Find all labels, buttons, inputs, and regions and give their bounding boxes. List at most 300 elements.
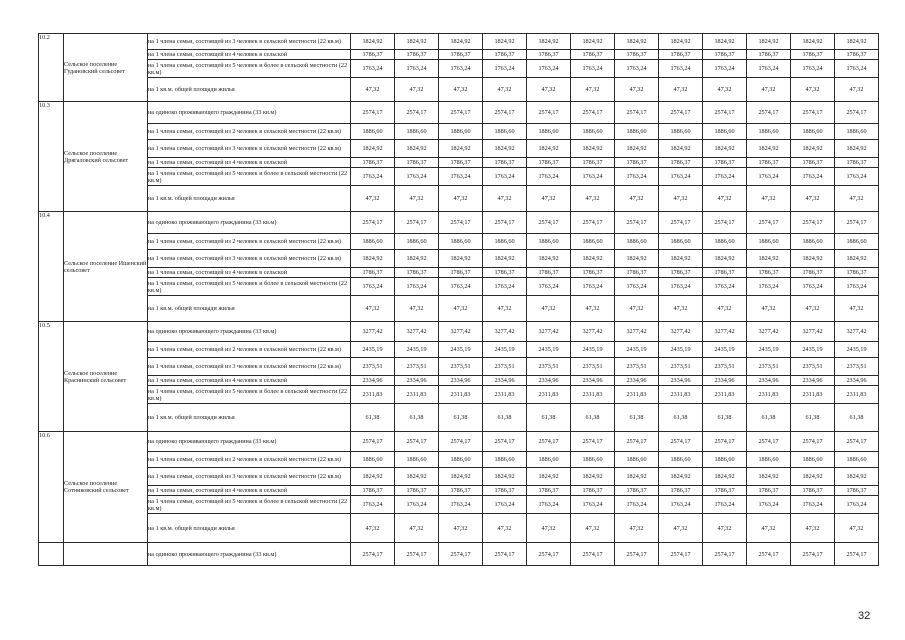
value-cell: 47,32 [439,296,483,322]
value-cell: 61,38 [747,404,791,432]
value-cell: 1786,37 [351,158,395,168]
value-cell: 1786,37 [703,50,747,60]
table-row [39,386,879,404]
value-cell: 2373,51 [351,358,395,376]
value-cell: 47,32 [747,514,791,543]
value-cell: 1763,24 [483,278,527,296]
value-cell: 1786,37 [571,268,615,278]
value-cell: 1763,24 [791,496,835,514]
value-cell: 47,32 [659,78,703,102]
value-cell: 1786,37 [439,268,483,278]
value-cell: 1763,24 [791,60,835,78]
value-cell: 1786,37 [615,486,659,496]
value-cell: 2373,51 [791,358,835,376]
value-cell: 1763,24 [571,168,615,186]
value-cell: 1786,37 [747,50,791,60]
value-cell: 1886,60 [395,452,439,468]
value-cell: 3277,42 [351,322,395,342]
value-cell: 47,32 [659,296,703,322]
value-cell: 3277,42 [703,322,747,342]
row-description: на 1 члена семьи, состоящей из 5 человек и более в сельской местности (22 кв.м) [148,496,351,514]
value-cell: 47,32 [483,78,527,102]
value-cell: 1824,92 [395,468,439,486]
value-cell: 2311,83 [439,386,483,404]
value-cell: 1763,24 [747,168,791,186]
table-row [39,543,879,566]
value-cell: 2373,51 [835,358,879,376]
value-cell: 2574,17 [351,212,395,234]
value-cell: 2311,83 [395,386,439,404]
value-cell: 47,32 [791,78,835,102]
value-cell: 1763,24 [747,496,791,514]
value-cell: 47,32 [351,296,395,322]
value-cell: 61,38 [703,404,747,432]
value-cell: 2574,17 [571,212,615,234]
value-cell: 1886,60 [835,234,879,250]
value-cell: 1886,60 [615,452,659,468]
value-cell: 1824,92 [703,34,747,50]
row-description: на 1 члена семьи, состоящей из 5 человек и более в сельской местности (22 кв.м) [148,60,351,78]
value-cell: 61,38 [835,404,879,432]
value-cell: 47,32 [659,186,703,212]
value-cell: 1786,37 [395,50,439,60]
value-cell: 2334,96 [791,376,835,386]
value-cell: 1824,92 [351,140,395,158]
value-cell: 2574,17 [483,432,527,452]
value-cell: 2373,51 [659,358,703,376]
value-cell: 1886,60 [483,124,527,140]
table-row [39,496,879,514]
value-cell: 2311,83 [835,386,879,404]
value-cell: 1886,60 [571,234,615,250]
value-cell: 2435,19 [351,342,395,358]
value-cell: 1763,24 [351,60,395,78]
value-cell: 2574,17 [571,432,615,452]
value-cell: 1824,92 [835,140,879,158]
value-cell: 47,32 [791,514,835,543]
value-cell: 1763,24 [395,168,439,186]
value-cell: 1886,60 [835,452,879,468]
value-cell: 1763,24 [615,278,659,296]
table-row [39,50,879,60]
value-cell: 1786,37 [791,50,835,60]
value-cell: 1886,60 [703,234,747,250]
value-cell: 1886,60 [351,452,395,468]
value-cell: 1886,60 [527,234,571,250]
value-cell: 1763,24 [439,60,483,78]
value-cell: 1824,92 [439,250,483,268]
value-cell: 3277,42 [659,322,703,342]
table-row [39,296,879,322]
table-row [39,212,879,234]
value-cell: 47,32 [351,186,395,212]
value-cell: 47,32 [395,186,439,212]
value-cell: 47,32 [439,514,483,543]
value-cell: 1786,37 [527,50,571,60]
value-cell: 47,32 [835,78,879,102]
value-cell: 2311,83 [483,386,527,404]
table-row [39,452,879,468]
value-cell: 2373,51 [527,358,571,376]
value-cell: 1786,37 [615,50,659,60]
value-cell: 2435,19 [439,342,483,358]
group-number: 10.3 [39,102,64,212]
value-cell: 47,32 [615,296,659,322]
value-cell: 2373,51 [747,358,791,376]
value-cell: 1824,92 [835,250,879,268]
value-cell: 1886,60 [659,234,703,250]
value-cell: 1763,24 [439,168,483,186]
row-description: на 1 кв.м. общей площади жилья [148,186,351,212]
value-cell: 1763,24 [747,278,791,296]
table-row [39,468,879,486]
value-cell: 1763,24 [835,278,879,296]
value-cell: 2373,51 [395,358,439,376]
value-cell: 1763,24 [659,168,703,186]
value-cell: 1824,92 [747,468,791,486]
value-cell: 47,32 [527,296,571,322]
value-cell: 2574,17 [791,432,835,452]
value-cell: 2373,51 [571,358,615,376]
value-cell: 47,32 [571,78,615,102]
table-row [39,124,879,140]
value-cell: 1763,24 [703,278,747,296]
value-cell: 1824,92 [659,34,703,50]
value-cell: 1824,92 [395,34,439,50]
value-cell: 1824,92 [615,34,659,50]
value-cell: 1786,37 [483,50,527,60]
value-cell: 2574,17 [351,543,395,566]
value-cell: 1824,92 [571,140,615,158]
value-cell: 47,32 [747,186,791,212]
value-cell: 47,32 [439,78,483,102]
settlement-name: Сельское поселение Ишенский сельсовет [64,212,148,322]
row-description: на 1 члена семьи, состоящей из 2 человек в сельской местности (22 кв.м) [148,124,351,140]
value-cell: 2574,17 [395,102,439,124]
value-cell: 1763,24 [571,278,615,296]
value-cell: 2373,51 [483,358,527,376]
value-cell: 1763,24 [571,496,615,514]
settlement-name: Сельское поселение Гудановский сельсовет [64,34,148,102]
value-cell: 61,38 [395,404,439,432]
row-description: на одиноко проживающего гражданина (33 кв.м) [148,102,351,124]
value-cell: 1886,60 [439,234,483,250]
value-cell: 1824,92 [351,34,395,50]
value-cell: 1824,92 [483,140,527,158]
value-cell: 47,32 [791,186,835,212]
value-cell: 1886,60 [791,452,835,468]
table-row [39,432,879,452]
value-cell: 2574,17 [351,102,395,124]
value-cell: 1824,92 [395,140,439,158]
value-cell: 1763,24 [615,60,659,78]
value-cell: 1763,24 [395,60,439,78]
value-cell: 3277,42 [395,322,439,342]
value-cell: 1886,60 [571,452,615,468]
table-row [39,34,879,50]
value-cell: 1763,24 [439,496,483,514]
value-cell: 1824,92 [395,250,439,268]
value-cell: 1786,37 [703,486,747,496]
value-cell: 2435,19 [791,342,835,358]
value-cell: 2574,17 [395,543,439,566]
value-cell: 1786,37 [615,268,659,278]
value-cell: 47,32 [395,296,439,322]
value-cell: 2574,17 [747,432,791,452]
value-cell: 1886,60 [615,124,659,140]
value-cell: 2435,19 [835,342,879,358]
value-cell: 1786,37 [483,268,527,278]
value-cell: 2574,17 [351,432,395,452]
value-cell: 2311,83 [571,386,615,404]
value-cell: 1786,37 [703,158,747,168]
value-cell: 1886,60 [395,124,439,140]
value-cell: 1886,60 [439,452,483,468]
value-cell: 2574,17 [703,543,747,566]
value-cell: 2334,96 [527,376,571,386]
value-cell: 1786,37 [571,50,615,60]
value-cell: 2574,17 [439,102,483,124]
value-cell: 1886,60 [571,124,615,140]
value-cell: 1763,24 [659,496,703,514]
value-cell: 1763,24 [615,496,659,514]
row-description: на 1 члена семьи, состоящей из 5 человек и более в сельской местности (22 кв.м) [148,386,351,404]
value-cell: 3277,42 [791,322,835,342]
value-cell: 2334,96 [483,376,527,386]
table-row [39,322,879,342]
value-cell: 61,38 [571,404,615,432]
value-cell: 1763,24 [483,496,527,514]
value-cell: 2574,17 [703,102,747,124]
value-cell: 1824,92 [439,34,483,50]
value-cell: 1786,37 [395,268,439,278]
table-row [39,60,879,78]
value-cell: 1763,24 [703,60,747,78]
row-description: на 1 кв.м. общей площади жилья [148,514,351,543]
value-cell: 61,38 [659,404,703,432]
value-cell: 1886,60 [483,452,527,468]
value-cell: 61,38 [439,404,483,432]
value-cell: 3277,42 [483,322,527,342]
value-cell: 1824,92 [747,250,791,268]
settlement-name: Сельское поселение Сотниковский сельсовет [64,432,148,543]
value-cell: 1763,24 [439,278,483,296]
value-cell: 2574,17 [615,102,659,124]
value-cell: 1824,92 [703,250,747,268]
value-cell: 1886,60 [791,124,835,140]
value-cell: 1763,24 [703,168,747,186]
value-cell: 1786,37 [351,486,395,496]
value-cell: 1786,37 [527,158,571,168]
value-cell: 47,32 [571,514,615,543]
value-cell: 1763,24 [747,60,791,78]
table-row [39,404,879,432]
value-cell: 1824,92 [527,34,571,50]
row-description: на одиноко проживающего гражданина (33 кв.м) [148,432,351,452]
value-cell: 1786,37 [659,50,703,60]
row-description: на 1 члена семьи, состоящей из 3 человек в сельской местности (22 кв.м) [148,250,351,268]
value-cell: 1786,37 [791,158,835,168]
row-description: на 1 члена семьи, состоящей из 5 человек и более в сельской местности (22 кв.м) [148,168,351,186]
value-cell: 1824,92 [527,250,571,268]
value-cell: 3277,42 [527,322,571,342]
value-cell: 47,32 [439,186,483,212]
value-cell: 2574,17 [703,212,747,234]
group-number: 10.4 [39,212,64,322]
value-cell: 2574,17 [483,212,527,234]
row-description: на 1 кв.м. общей площади жилья [148,78,351,102]
value-cell: 1786,37 [835,50,879,60]
value-cell: 1824,92 [747,140,791,158]
value-cell: 1786,37 [835,158,879,168]
value-cell: 2574,17 [835,432,879,452]
value-cell: 2574,17 [791,212,835,234]
value-cell: 1786,37 [747,486,791,496]
value-cell: 1763,24 [791,278,835,296]
value-cell: 2574,17 [483,543,527,566]
value-cell: 47,32 [395,78,439,102]
value-cell: 47,32 [703,296,747,322]
row-description: на 1 члена семьи, состоящей из 4 человек в сельской [148,268,351,278]
value-cell: 2334,96 [659,376,703,386]
value-cell: 2373,51 [615,358,659,376]
table-row [39,358,879,376]
table-row [39,186,879,212]
value-cell: 2311,83 [747,386,791,404]
value-cell: 1786,37 [351,50,395,60]
value-cell: 47,32 [483,296,527,322]
value-cell: 47,32 [835,296,879,322]
value-cell: 2311,83 [659,386,703,404]
value-cell: 1824,92 [615,250,659,268]
value-cell: 1786,37 [571,486,615,496]
value-cell: 1786,37 [483,486,527,496]
value-cell: 2334,96 [615,376,659,386]
value-cell: 2574,17 [791,102,835,124]
value-cell: 1886,60 [747,124,791,140]
value-cell: 1763,24 [659,278,703,296]
value-cell: 2574,17 [483,102,527,124]
value-cell: 1763,24 [527,496,571,514]
value-cell: 2574,17 [527,432,571,452]
value-cell: 1824,92 [439,140,483,158]
value-cell: 1786,37 [659,158,703,168]
value-cell: 2334,96 [747,376,791,386]
value-cell: 2373,51 [703,358,747,376]
value-cell: 2574,17 [659,102,703,124]
value-cell: 1824,92 [483,34,527,50]
table-row [39,278,879,296]
value-cell: 1824,92 [747,34,791,50]
value-cell: 47,32 [703,186,747,212]
settlement-name: Сельское поселение Дрягаловский сельсовет [64,102,148,212]
value-cell: 47,32 [835,186,879,212]
value-cell: 1824,92 [615,468,659,486]
value-cell: 1763,24 [835,60,879,78]
value-cell: 2435,19 [747,342,791,358]
value-cell: 2574,17 [703,432,747,452]
value-cell: 1824,92 [483,250,527,268]
row-description: на 1 члена семьи, состоящей из 4 человек в сельской [148,486,351,496]
table-row [39,268,879,278]
value-cell: 2435,19 [703,342,747,358]
value-cell: 2574,17 [395,432,439,452]
value-cell: 1824,92 [351,468,395,486]
value-cell: 1886,60 [747,234,791,250]
value-cell: 2574,17 [835,543,879,566]
value-cell: 1786,37 [571,158,615,168]
value-cell: 1763,24 [791,168,835,186]
group-number: 10.5 [39,322,64,432]
value-cell: 47,32 [615,186,659,212]
row-description: на одиноко проживающего гражданина (33 кв.м) [148,212,351,234]
value-cell: 2373,51 [439,358,483,376]
value-cell: 2311,83 [615,386,659,404]
value-cell: 2574,17 [527,543,571,566]
value-cell: 47,32 [571,296,615,322]
value-cell: 1786,37 [483,158,527,168]
table-row [39,158,879,168]
value-cell: 1786,37 [747,158,791,168]
row-description: на 1 члена семьи, состоящей из 4 человек в сельской [148,376,351,386]
value-cell: 1824,92 [571,250,615,268]
value-cell: 1786,37 [791,268,835,278]
value-cell: 1824,92 [791,468,835,486]
value-cell: 2334,96 [703,376,747,386]
value-cell: 1763,24 [351,496,395,514]
table-row [39,514,879,543]
table-row [39,376,879,386]
table-row [39,250,879,268]
value-cell: 1786,37 [439,50,483,60]
value-cell: 1824,92 [483,468,527,486]
value-cell: 47,32 [747,296,791,322]
row-description: на одиноко проживающего гражданина (33 кв.м) [148,322,351,342]
value-cell: 2574,17 [571,102,615,124]
value-cell: 1886,60 [659,124,703,140]
value-cell: 3277,42 [439,322,483,342]
value-cell: 2574,17 [747,543,791,566]
value-cell: 1763,24 [483,168,527,186]
value-cell: 2574,17 [439,543,483,566]
value-cell: 2435,19 [483,342,527,358]
value-cell: 2311,83 [527,386,571,404]
group-number: 10.6 [39,432,64,543]
row-description: на 1 члена семьи, состоящей из 4 человек в сельской [148,158,351,168]
value-cell: 1786,37 [351,268,395,278]
value-cell: 47,32 [659,514,703,543]
value-cell: 1886,60 [439,124,483,140]
value-cell: 47,32 [747,78,791,102]
table-body [39,34,879,566]
page-number: 32 [858,610,871,622]
value-cell: 1763,24 [527,278,571,296]
row-description: на 1 члена семьи, состоящей из 2 человек в сельской местности (22 кв.м) [148,342,351,358]
value-cell: 1786,37 [659,268,703,278]
value-cell: 1763,24 [351,278,395,296]
value-cell: 2334,96 [351,376,395,386]
value-cell: 2334,96 [571,376,615,386]
value-cell: 2574,17 [615,432,659,452]
value-cell: 1824,92 [835,468,879,486]
group-number: 10.2 [39,34,64,102]
value-cell: 1786,37 [703,268,747,278]
value-cell: 1786,37 [395,158,439,168]
value-cell: 1763,24 [395,496,439,514]
value-cell: 1763,24 [703,496,747,514]
value-cell: 3277,42 [571,322,615,342]
value-cell: 1886,60 [527,452,571,468]
